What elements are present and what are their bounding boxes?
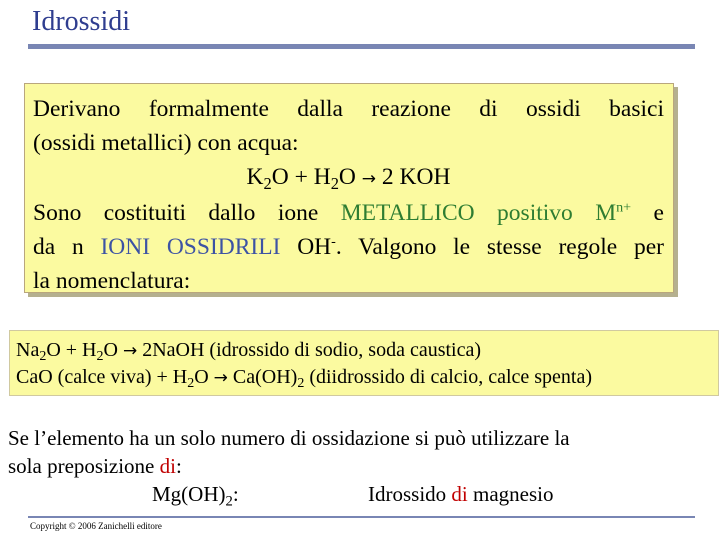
slide-title: Idrossidi: [32, 6, 130, 37]
metal-ion-highlight: METALLICO positivo M: [340, 200, 617, 226]
arrow-icon: →: [213, 368, 228, 388]
definition-line-4: Sono costituiti dallo ione METALLICO positivo $M^{n+}$ e: [33, 199, 664, 226]
example-reaction-2: CaO (calce viva) + $H_2O \to Ca(OH)_2$ (diidrossido di calcio, calce spenta): [16, 366, 593, 392]
nomenclature-rule: [8, 424, 688, 508]
hydroxide-ion-highlight: IONI OSSIDRILI: [100, 234, 281, 260]
definition-box: [24, 83, 674, 293]
reaction-equation: $K_2O + H_2O \to 2$ KOH: [246, 164, 451, 193]
footer-rule: [28, 516, 695, 518]
examples-box: [9, 330, 719, 396]
definition-line-6: la nomenclatura:: [33, 268, 191, 294]
rule-line-2: sola preposizione di:: [8, 454, 182, 478]
preposition-highlight: di: [159, 454, 176, 478]
example-formula: $Mg(OH)_2$:: [152, 482, 239, 510]
arrow-icon: →: [361, 169, 377, 189]
arrow-icon: →: [122, 341, 138, 361]
example-reaction-1: $Na_2O + H_2O$ → 2NaOH (idrossido di sodio, soda caustica): [16, 339, 482, 365]
example-name: Idrossido di magnesio: [368, 482, 554, 506]
rule-line-1: Se l’elemento ha un solo numero di ossidazione si può utilizzare la: [8, 426, 570, 450]
definition-line-5: da n IONI OSSIDRILI OH-. Valgono le stesse regole per: [33, 233, 664, 260]
rule-example: [8, 480, 688, 508]
definition-line-1: Derivano formalmente dalla reazione di ossidi basici: [33, 96, 664, 122]
title-underline: [28, 44, 695, 49]
definition-line-2: (ossidi metallici) con acqua:: [33, 130, 299, 156]
copyright-notice: Copyright © 2006 Zanichelli editore: [30, 521, 162, 531]
